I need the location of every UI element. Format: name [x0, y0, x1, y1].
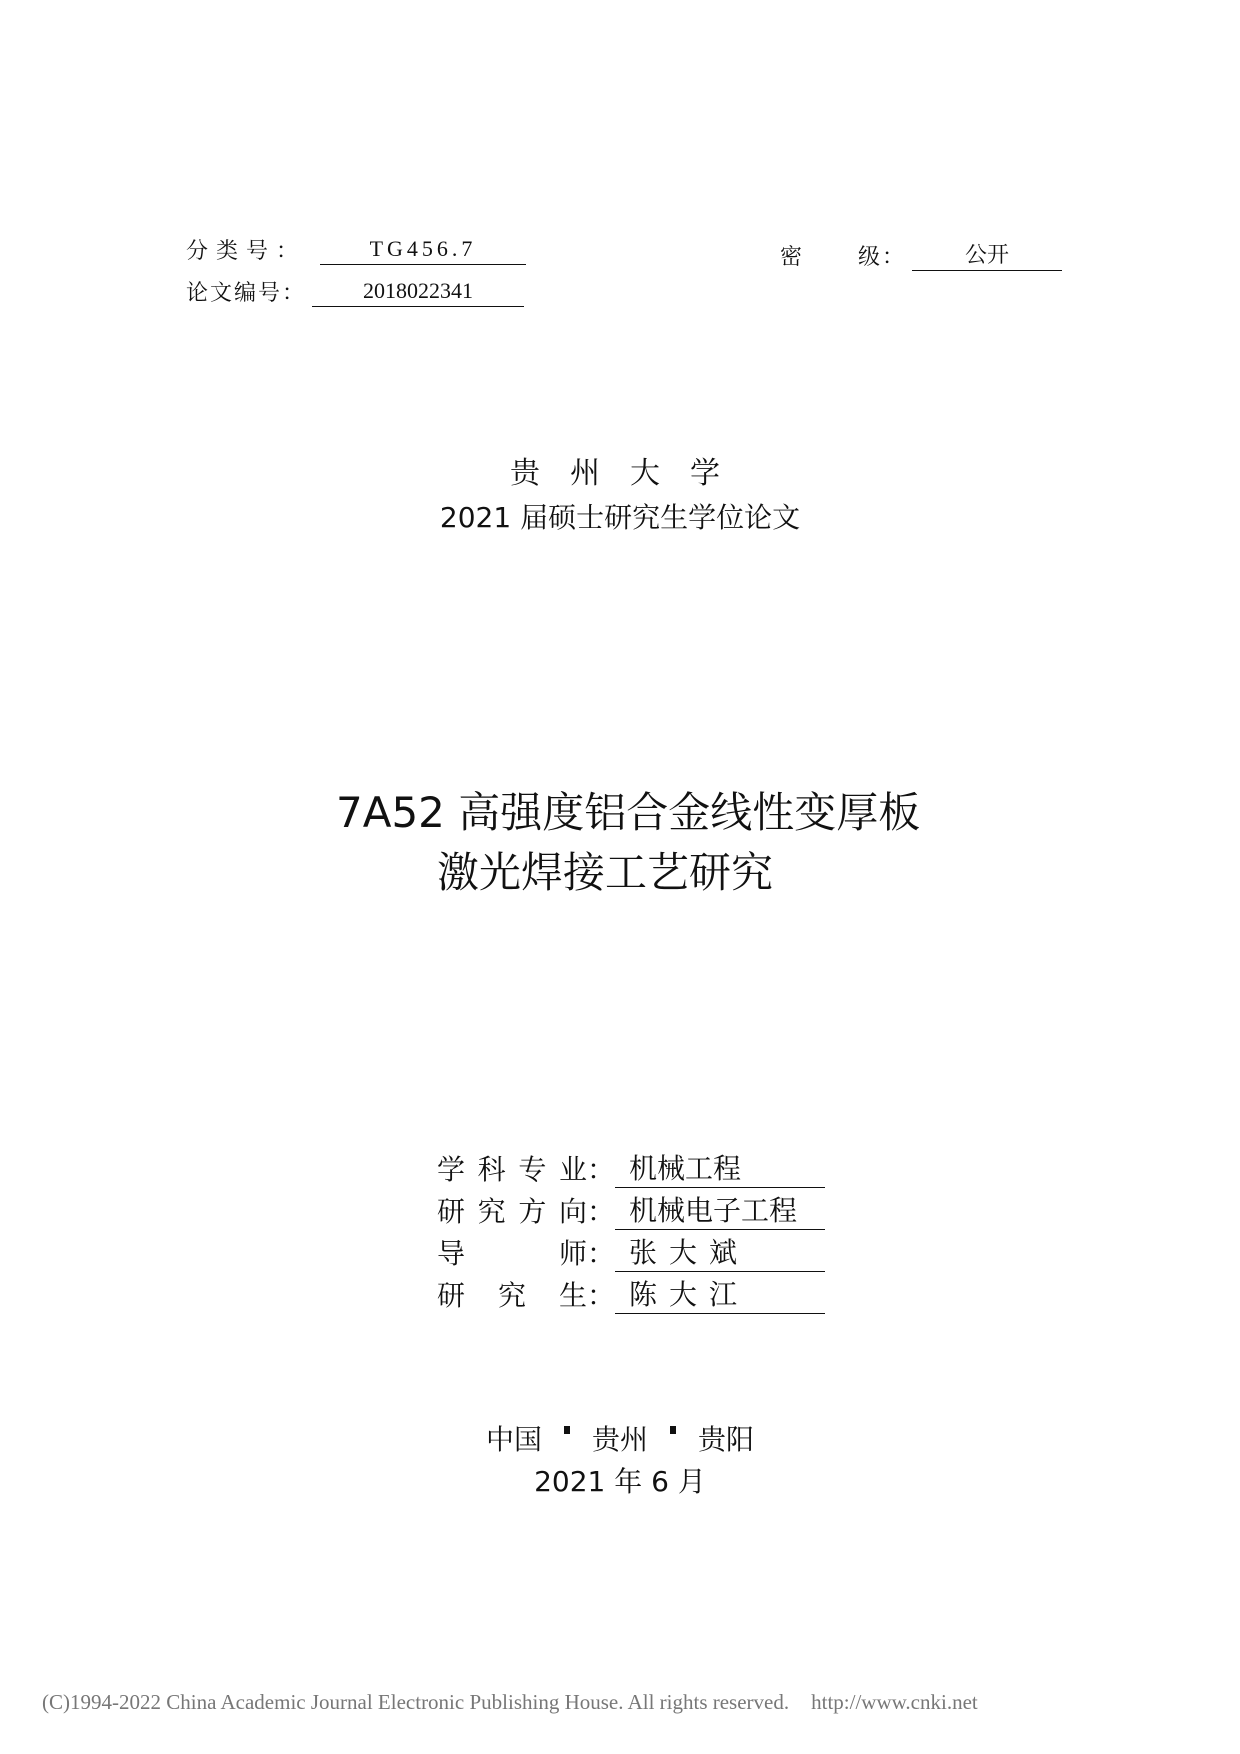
- info-label-research-direction: 研究方向: [437, 1195, 587, 1228]
- thesis-title-line-1: 7A52 高强度铝合金线性变厚板: [336, 788, 921, 837]
- place-city: 贵阳: [698, 1423, 755, 1456]
- info-colon: ：: [587, 1237, 616, 1270]
- classification-label: 分类号：: [186, 239, 307, 264]
- cnki-url: http://www.cnki.net: [811, 1690, 978, 1714]
- info-value-major: 机械工程: [615, 1151, 825, 1188]
- thesis-title-line-2: 激光焊接工艺研究: [437, 848, 774, 897]
- secrecy-value: 公开: [912, 242, 1062, 271]
- info-row-major: [437, 1148, 825, 1188]
- info-value-research-direction: 机械电子工程: [615, 1193, 825, 1230]
- thesis-number-row: [186, 276, 524, 307]
- separator-dot-icon: [670, 1426, 676, 1434]
- info-row-research-direction: [437, 1190, 825, 1230]
- secrecy-level-row: [780, 240, 1062, 271]
- info-row-student: [437, 1274, 825, 1314]
- copyright-footer: [42, 1690, 978, 1715]
- place-province: 贵州: [591, 1423, 648, 1456]
- degree-line: 2021 届硕士研究生学位论文: [439, 501, 801, 534]
- info-colon: ：: [587, 1279, 616, 1312]
- date-line: 2021 年 6 月: [534, 1465, 706, 1498]
- info-label-student: 研究生: [437, 1279, 587, 1312]
- copyright-text: (C)1994-2022 China Academic Journal Electronic Publishing House. All rights reserved.: [42, 1690, 790, 1714]
- university-name: 贵州大学: [510, 456, 750, 491]
- thesis-number-label: 论文编号：: [186, 281, 307, 306]
- secrecy-label-b: 级：: [858, 245, 907, 270]
- info-colon: ：: [587, 1195, 616, 1228]
- info-value-advisor: 张大斌: [615, 1235, 825, 1272]
- classification-value: TG456.7: [320, 236, 526, 265]
- info-colon: ：: [587, 1153, 616, 1186]
- info-value-student: 陈大江: [615, 1277, 825, 1314]
- info-label-major: 学科专业: [437, 1153, 587, 1186]
- info-label-advisor: 导师: [437, 1237, 587, 1270]
- place-line: [0, 1418, 1240, 1458]
- separator-dot-icon: [564, 1426, 570, 1434]
- place-country: 中国: [485, 1423, 542, 1456]
- thesis-number-value: 2018022341: [312, 278, 524, 307]
- info-row-advisor: [437, 1232, 825, 1272]
- classification-number-row: [186, 234, 526, 265]
- secrecy-label-a: 密: [780, 245, 805, 270]
